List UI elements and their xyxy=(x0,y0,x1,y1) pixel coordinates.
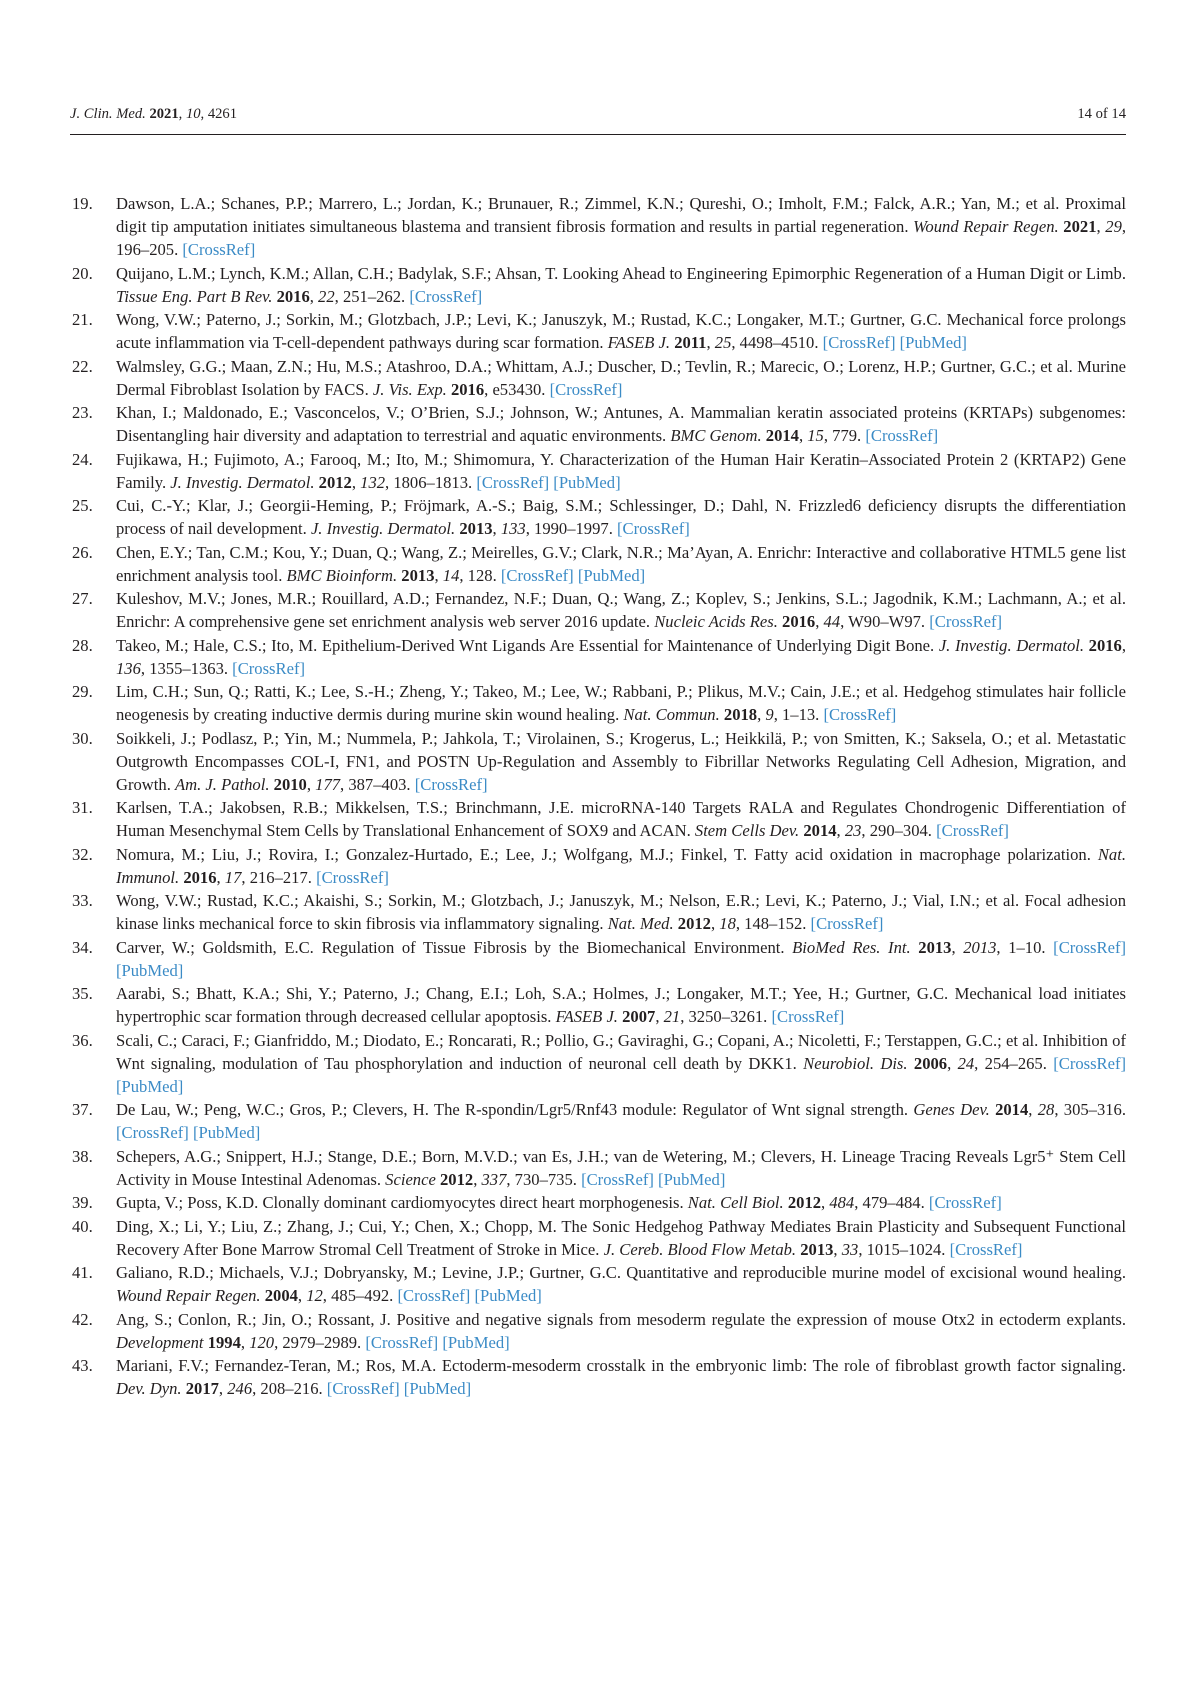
reference-volume: 44 xyxy=(823,612,841,631)
reference-journal: Am. J. Pathol. xyxy=(175,774,270,794)
crossref-link[interactable]: [CrossRef] xyxy=(928,1193,1002,1212)
crossref-link[interactable]: [CrossRef] xyxy=(865,426,939,445)
reference-year: 2013 xyxy=(918,937,952,957)
crossref-link[interactable]: [CrossRef] xyxy=(581,1169,654,1189)
reference-number: 32. xyxy=(72,844,93,864)
reference-pages: 2979–2989. xyxy=(282,1332,362,1352)
pubmed-label: PubMed xyxy=(198,1123,255,1142)
reference-authors-title: Takeo, M.; Hale, C.S.; Ito, M. Epithelium-Derived Wnt Ligands Are Essential for Maintenance of Underlying Digit Bone. xyxy=(116,635,935,655)
crossref-link[interactable]: [CrossRef] xyxy=(409,286,483,306)
reference-volume: 23 xyxy=(844,821,862,840)
crossref-label: CrossRef xyxy=(481,472,544,492)
reference-year: 2021 xyxy=(1063,217,1097,236)
crossref-label: CrossRef xyxy=(870,426,933,445)
crossref-label: CrossRef xyxy=(414,286,477,306)
reference-item: 21. Wong, V.W.; Paterno, J.; Sorkin, M.; Glotzbach, J.P.; Levi, K.; Januszyk, M.; Rustad, K.C.; Longaker, M.T.; Gurtner, G.C. Mechanical force prolongs acute inflammation via T-cell-dependent pathways during scar formation. FASEB J. 2011, 25, 4498–4510. [CrossRef] [PubMed] xyxy=(72,310,1126,352)
reference-pages: 1–13. xyxy=(781,705,820,724)
reference-number: 36. xyxy=(72,1030,93,1050)
reference-journal: Neurobiol. Dis. xyxy=(803,1053,908,1073)
reference-year: 2016 xyxy=(1088,635,1122,655)
pubmed-link[interactable]: [PubMed] xyxy=(577,565,646,585)
reference-journal: Development xyxy=(116,1332,204,1352)
reference-authors-title: Schepers, A.G.; Snippert, H.J.; Stange, D.E.; Born, M.V.D.; van Es, J.H.; van de Wetering, M.; Clevers, H. Lineage Tracing Reveals Lgr5⁺ Stem Cell Activity in Mouse Intestinal Adenomas. xyxy=(116,1146,1126,1189)
reference-authors-title: Wong, V.W.; Paterno, J.; Sorkin, M.; Glotzbach, J.P.; Levi, K.; Januszyk, M.; Rustad, K.C.; Longaker, M.T.; Gurtner, G.C. Mechanical force prolongs acute inflammation via T-cell-dependent pathways during scar formation. xyxy=(116,310,1126,352)
reference-number: 28. xyxy=(72,635,93,655)
reference-volume: 9 xyxy=(765,705,774,724)
reference-authors-title: De Lau, W.; Peng, W.C.; Gros, P.; Clevers, H. The R-spondin/Lgr5/Rnf43 module: Regulator of Wnt signal strength. xyxy=(116,1100,909,1119)
reference-year: 2011 xyxy=(674,333,707,352)
reference-journal: Nucleic Acids Res. xyxy=(654,612,778,631)
crossref-label: CrossRef xyxy=(934,1193,997,1212)
reference-year: 2012 xyxy=(318,472,352,492)
reference-item: 34. Carver, W.; Goldsmith, E.C. Regulation of Tissue Fibrosis by the Biomechanical Environment. BioMed Res. Int. 2013, 2013, 1–10. [CrossRef] [PubMed] xyxy=(72,937,1126,980)
reference-number: 42. xyxy=(72,1309,93,1329)
reference-volume: 22 xyxy=(318,286,335,306)
reference-pages: 485–492. xyxy=(331,1286,394,1305)
reference-pages: 1–10. xyxy=(1008,937,1046,957)
pubmed-label: PubMed xyxy=(558,472,616,492)
reference-volume: 17 xyxy=(224,867,242,887)
reference-number: 29. xyxy=(72,682,93,701)
reference-year: 2016 xyxy=(183,867,217,887)
reference-year: 2004 xyxy=(264,1286,298,1305)
reference-year: 2013 xyxy=(401,565,435,585)
pubmed-label: PubMed xyxy=(121,1076,178,1096)
crossref-label: CrossRef xyxy=(829,705,891,724)
reference-volume: 21 xyxy=(663,1007,681,1026)
crossref-label: CrossRef xyxy=(237,658,300,678)
reference-pages: 1355–1363. xyxy=(149,658,229,678)
reference-number: 39. xyxy=(72,1193,93,1212)
reference-number: 25. xyxy=(72,496,93,515)
reference-volume: 246 xyxy=(227,1379,253,1398)
reference-year: 2018 xyxy=(723,705,758,724)
reference-volume: 15 xyxy=(807,426,824,445)
reference-item: 25. Cui, C.-Y.; Klar, J.; Georgii-Heming, P.; Fröjmark, A.-S.; Baig, S.M.; Schlessinger, D.; Dahl, N. Frizzled6 deficiency disrupts the differentiation process of nail development. J. Investig. Dermatol. 2013, 133, 1990–1997. [CrossRef] xyxy=(72,496,1126,538)
reference-number: 30. xyxy=(72,728,93,748)
crossref-link[interactable]: [CrossRef] xyxy=(949,1239,1023,1259)
reference-pages: 128. xyxy=(467,565,497,585)
reference-item: 40. Ding, X.; Li, Y.; Liu, Z.; Zhang, J.; Cui, Y.; Chen, X.; Chopp, M. The Sonic Hedgehog Pathway Mediates Brain Plasticity and Subsequent Functional Recovery After Bone Marrow Stromal Cell Treatment of Stroke in Mice. J. Cereb. Blood Flow Metab. 2013, 33, 1015–1024. [CrossRef] xyxy=(72,1216,1126,1259)
reference-authors-title: Chen, E.Y.; Tan, C.M.; Kou, Y.; Duan, Q.; Wang, Z.; Meirelles, G.V.; Clark, N.R.; Ma’Ayan, A. Enrichr: Interactive and collaborative HTML5 gene list enrichment analysis tool. xyxy=(116,542,1126,585)
journal-year: 2021 xyxy=(149,106,179,122)
crossref-link[interactable]: [CrossRef] xyxy=(771,1007,845,1026)
reference-authors-title: Galiano, R.D.; Michaels, V.J.; Dobryansky, M.; Levine, J.P.; Gurtner, G.C. Quantitative and reproducible murine model of excisional wound healing. xyxy=(116,1263,1126,1282)
reference-year: 2007 xyxy=(622,1007,656,1026)
reference-pages: 254–265. xyxy=(984,1053,1047,1073)
pubmed-link[interactable]: [PubMed] xyxy=(442,1332,510,1352)
crossref-link[interactable]: [CrossRef] xyxy=(232,658,305,678)
journal-sep-2: , xyxy=(178,106,186,122)
reference-year: 2014 xyxy=(803,821,837,840)
crossref-link[interactable]: [CrossRef] xyxy=(936,821,1009,840)
reference-number: 22. xyxy=(72,356,93,376)
pubmed-label: PubMed xyxy=(480,1286,537,1305)
reference-volume: 29 xyxy=(1105,217,1122,236)
reference-volume: 484 xyxy=(829,1193,855,1212)
crossref-link[interactable]: [CrossRef] xyxy=(929,612,1003,631)
reference-volume: 18 xyxy=(719,914,736,933)
reference-pages: 730–735. xyxy=(514,1169,577,1189)
reference-item: 41. Galiano, R.D.; Michaels, V.J.; Dobryansky, M.; Levine, J.P.; Gurtner, G.C. Quantitative and reproducible murine model of excisional wound healing. Wound Repair Regen. 2004, 12, 485–492. [CrossRef] [PubMed] xyxy=(72,1263,1126,1305)
reference-journal: BMC Bioinform. xyxy=(286,565,398,585)
reference-item: 32. Nomura, M.; Liu, J.; Rovira, I.; Gonzalez-Hurtado, E.; Lee, J.; Wolfgang, M.J.; Finkel, T. Fatty acid oxidation in macrophage polarization. Nat. Immunol. 2016, 17, 216–217. [CrossRef] xyxy=(72,844,1126,887)
reference-pages: 1015–1024. xyxy=(866,1239,946,1259)
reference-authors-title: Carver, W.; Goldsmith, E.C. Regulation of Tissue Fibrosis by the Biomechanical Environment. xyxy=(116,937,785,957)
reference-item: 30. Soikkeli, J.; Podlasz, P.; Yin, M.; Nummela, P.; Jahkola, T.; Virolainen, S.; Krogerus, L.; Heikkilä, P.; von Smitten, K.; Saksela, O.; et al. Metastatic Outgrowth Encompasses COL-I, FN1, and POSTN Up-Regulation and Assembly to Fibrillar Networks Regulating Cell Adhesion, Migration, and Growth. Am. J. Pathol. 2010, 177, 387–403. [CrossRef] xyxy=(72,728,1126,794)
reference-pages: W90–W97. xyxy=(848,612,926,631)
crossref-link[interactable]: [CrossRef] xyxy=(476,472,550,492)
reference-number: 38. xyxy=(72,1146,93,1166)
reference-item: 42. Ang, S.; Conlon, R.; Jin, O.; Rossant, J. Positive and negative signals from mesoderm regulate the expression of mouse Otx2 in ectoderm explants. Development 1994, 120, 2979–2989. [CrossRef] [PubMed] xyxy=(72,1309,1126,1352)
reference-authors-title: Khan, I.; Maldonado, E.; Vasconcelos, V.; O’Brien, S.J.; Johnson, W.; Antunes, A. Mammalian keratin associated proteins (KRTAPs) subgenomes: Disentangling hair diversity and adaptation to terrestrial and aquatic environments. xyxy=(116,403,1126,445)
crossref-link[interactable]: [CrossRef] xyxy=(414,774,488,794)
crossref-link[interactable]: [CrossRef] xyxy=(500,565,574,585)
crossref-label: CrossRef xyxy=(506,565,569,585)
pubmed-label: PubMed xyxy=(905,333,962,352)
reference-journal: Science xyxy=(385,1169,436,1189)
reference-number: 41. xyxy=(72,1263,93,1282)
reference-journal: FASEB J. xyxy=(555,1007,618,1026)
reference-authors-title: Fujikawa, H.; Fujimoto, A.; Farooq, M.; Ito, M.; Shimomura, Y. Characterization of the Human Hair Keratin–Associated Protein 2 (KRTAP2) Gene Family. xyxy=(116,449,1126,492)
reference-item: 33. Wong, V.W.; Rustad, K.C.; Akaishi, S.; Sorkin, M.; Glotzbach, J.; Januszyk, M.; Nelson, E.R.; Levi, K.; Paterno, J.; Vial, I.N.; et al. Focal adhesion kinase links mechanical force to skin fibrosis via inflammatory signaling. Nat. Med. 2012, 18, 148–152. [CrossRef] xyxy=(72,891,1126,933)
reference-authors-title: Ding, X.; Li, Y.; Liu, Z.; Zhang, J.; Cui, Y.; Chen, X.; Chopp, M. The Sonic Hedgehog Pathway Mediates Brain Plasticity and Subsequent Functional Recovery After Bone Marrow Stromal Cell Treatment of Stroke in Mice. xyxy=(116,1216,1126,1259)
crossref-link[interactable]: [CrossRef] xyxy=(822,333,896,352)
reference-volume: 2013 xyxy=(963,937,997,957)
pubmed-link[interactable]: [PubMed] xyxy=(116,960,184,980)
reference-pages: 305–316. xyxy=(1063,1100,1126,1119)
reference-volume: 177 xyxy=(315,774,341,794)
journal-name: J. Clin. Med. xyxy=(70,106,146,122)
reference-volume: 25 xyxy=(714,333,732,352)
reference-volume: 133 xyxy=(500,519,526,538)
reference-pages: 148–152. xyxy=(744,914,807,933)
reference-year: 2016 xyxy=(450,379,485,399)
reference-volume: 24 xyxy=(957,1053,975,1073)
pubmed-link[interactable]: [PubMed] xyxy=(116,1076,184,1096)
crossref-label: CrossRef xyxy=(420,774,483,794)
pubmed-link[interactable]: [PubMed] xyxy=(192,1123,261,1142)
reference-journal: J. Investig. Dermatol. xyxy=(170,472,315,492)
crossref-link[interactable]: [CrossRef] xyxy=(316,867,389,887)
reference-year: 2014 xyxy=(765,426,799,445)
reference-pages: e53430. xyxy=(492,379,546,399)
reference-item: 29. Lim, C.H.; Sun, Q.; Ratti, K.; Lee, S.-H.; Zheng, Y.; Takeo, M.; Lee, W.; Rabbani, P.; Plikus, M.V.; Cain, J.E.; et al. Hedgehog stimulates hair follicle neogenesis by creating inductive dermis during murine skin wound healing. Nat. Commun. 2018, 9, 1–13. [CrossRef] xyxy=(72,682,1126,724)
reference-item: 31. Karlsen, T.A.; Jakobsen, R.B.; Mikkelsen, T.S.; Brinchmann, J.E. microRNA-140 Targets RALA and Regulates Chondrogenic Differentiation of Human Mesenchymal Stem Cells by Translational Enhancement of SOX9 and ACAN. Stem Cells Dev. 2014, 23, 290–304. [CrossRef] xyxy=(72,798,1126,840)
reference-journal: Genes Dev. xyxy=(913,1100,990,1119)
reference-pages: 1806–1813. xyxy=(393,472,473,492)
reference-item: 19. Dawson, L.A.; Schanes, P.P.; Marrero, L.; Jordan, K.; Brunauer, R.; Zimmel, K.N.; Qureshi, O.; Imholt, F.M.; Falck, A.R.; Yan, M.; et al. Proximal digit tip amputation initiates simultaneous blastema and transient fibrosis formation and results in partial regeneration. Wound Repair Regen. 2021, 29, 196–205. [CrossRef] xyxy=(72,194,1127,259)
reference-volume: 337 xyxy=(481,1169,507,1189)
pubmed-link[interactable]: [PubMed] xyxy=(474,1286,542,1305)
crossref-link[interactable]: [CrossRef] xyxy=(365,1332,439,1352)
reference-authors-title: Lim, C.H.; Sun, Q.; Ratti, K.; Lee, S.-H.; Zheng, Y.; Takeo, M.; Lee, W.; Rabbani, P.; Plikus, M.V.; Cain, J.E.; et al. Hedgehog stimulates hair follicle neogenesis by creating inductive dermis during murine skin wound healing. xyxy=(116,682,1126,724)
page-number: 14 of 14 xyxy=(1077,106,1126,122)
reference-journal: BioMed Res. Int. xyxy=(792,937,911,957)
reference-year: 2017 xyxy=(185,1379,219,1398)
crossref-label: CrossRef xyxy=(332,1379,395,1398)
reference-item: 39. Gupta, V.; Poss, K.D. Clonally dominant cardiomyocytes direct heart morphogenesis. Nat. Cell Biol. 2012, 484, 479–484. [CrossRef] xyxy=(72,1193,1002,1212)
reference-number: 43. xyxy=(72,1356,93,1375)
reference-volume: 120 xyxy=(249,1332,275,1352)
crossref-link[interactable]: [CrossRef] xyxy=(549,379,623,399)
reference-item: 38. Schepers, A.G.; Snippert, H.J.; Stange, D.E.; Born, M.V.D.; van Es, J.H.; van de Wetering, M.; Clevers, H. Lineage Tracing Reveals Lgr5⁺ Stem Cell Activity in Mouse Intestinal Adenomas. Science 2012, 337, 730–735. [CrossRef] [PubMed] xyxy=(72,1146,1126,1189)
reference-volume: 14 xyxy=(442,565,460,585)
reference-authors-title: Scali, C.; Caraci, F.; Gianfriddo, M.; Diodato, E.; Roncarati, R.; Pollio, G.; Gaviraghi, G.; Copani, A.; Nicoletti, F.; Terstappen, G.C.; et al. Inhibition of Wnt signaling, modulation of Tau phosphorylation and induction of neuronal cell death by DKK1. xyxy=(116,1030,1126,1073)
pubmed-label: PubMed xyxy=(447,1332,505,1352)
reference-year: 2013 xyxy=(800,1239,834,1259)
crossref-label: CrossRef xyxy=(555,379,617,399)
crossref-label: CrossRef xyxy=(370,1332,433,1352)
reference-authors-title: Quijano, L.M.; Lynch, K.M.; Allan, C.H.; Badylak, S.F.; Ahsan, T. Looking Ahead to Engineering Epimorphic Regeneration of a Human Digit or Limb. xyxy=(116,263,1126,283)
reference-pages: 1990–1997. xyxy=(534,519,613,538)
crossref-link[interactable]: [CrossRef] xyxy=(182,240,256,259)
reference-number: 23. xyxy=(72,403,93,422)
reference-volume: 136 xyxy=(116,658,141,678)
pubmed-label: PubMed xyxy=(583,565,640,585)
pubmed-label: PubMed xyxy=(663,1169,720,1189)
reference-number: 19. xyxy=(72,194,93,213)
reference-number: 35. xyxy=(72,984,93,1003)
reference-year: 2012 xyxy=(787,1193,822,1212)
reference-year: 2006 xyxy=(913,1053,948,1073)
reference-item: 28. Takeo, M.; Hale, C.S.; Ito, M. Epithelium-Derived Wnt Ligands Are Essential for Maintenance of Underlying Digit Bone. J. Investig. Dermatol. 2016, 136, 1355–1363. [CrossRef] xyxy=(72,635,1126,678)
reference-journal: Nat. Commun. xyxy=(623,705,720,724)
journal-volume: 10 xyxy=(185,106,201,122)
reference-pages: 251–262. xyxy=(342,286,406,306)
crossref-label: CrossRef xyxy=(816,914,878,933)
pubmed-link[interactable]: [PubMed] xyxy=(403,1379,472,1398)
reference-number: 20. xyxy=(72,263,93,283)
reference-authors-title: Aarabi, S.; Bhatt, K.A.; Shi, Y.; Paterno, J.; Chang, E.I.; Loh, S.A.; Holmes, J.; Longaker, M.T.; Yee, H.; Gurtner, G.C. Mechanical load initiates hypertrophic scar formation through decreased cellular apoptosis. xyxy=(116,984,1126,1026)
crossref-link[interactable]: [CrossRef] xyxy=(116,1123,189,1142)
reference-year: 2010 xyxy=(273,774,307,794)
crossref-label: CrossRef xyxy=(934,612,997,631)
crossref-label: CrossRef xyxy=(121,1123,184,1142)
pubmed-link[interactable]: [PubMed] xyxy=(553,472,621,492)
reference-journal: FASEB J. xyxy=(607,333,671,352)
reference-pages: 208–216. xyxy=(260,1379,323,1398)
reference-year: 2012 xyxy=(677,914,711,933)
reference-journal: Tissue Eng. Part B Rev. xyxy=(116,286,273,306)
crossref-link[interactable]: [CrossRef] xyxy=(1053,937,1126,957)
crossref-link[interactable]: [CrossRef] xyxy=(823,705,897,724)
crossref-label: CrossRef xyxy=(586,1169,649,1189)
reference-volume: 28 xyxy=(1037,1100,1055,1119)
crossref-label: CrossRef xyxy=(321,867,384,887)
reference-number: 21. xyxy=(72,310,93,329)
reference-authors-title: Dawson, L.A.; Schanes, P.P.; Marrero, L.; Jordan, K.; Brunauer, R.; Zimmel, K.N.; Qureshi, O.; Imholt, F.M.; Falck, A.R.; Yan, M.; et al. Proximal digit tip amputation initiates simultaneous blastema and transient fibrosis formation and results in partial regeneration. xyxy=(116,194,1126,236)
reference-authors-title: Karlsen, T.A.; Jakobsen, R.B.; Mikkelsen, T.S.; Brinchmann, J.E. microRNA-140 Targets RALA and Regulates Chondrogenic Differentiation of Human Mesenchymal Stem Cells by Translational Enhancement of SOX9 and ACAN. xyxy=(116,798,1126,840)
reference-number: 40. xyxy=(72,1216,93,1236)
reference-journal: Wound Repair Regen. xyxy=(116,1286,261,1305)
reference-year: 1994 xyxy=(207,1332,241,1352)
reference-item: 27. Kuleshov, M.V.; Jones, M.R.; Rouillard, A.D.; Fernandez, N.F.; Duan, Q.; Wang, Z.; Koplev, S.; Jenkins, S.L.; Jagodnik, K.M.; Lachmann, A.; et al. Enrichr: A comprehensive gene set enrichment analysis web server 2016 update. Nucleic Acids Res. 2016, 44, W90–W97. [CrossRef] xyxy=(72,589,1126,631)
reference-journal: J. Cereb. Blood Flow Metab. xyxy=(603,1239,797,1259)
reference-year: 2016 xyxy=(782,612,816,631)
pubmed-label: PubMed xyxy=(121,960,178,980)
reference-authors-title: Mariani, F.V.; Fernandez-Teran, M.; Ros, M.A. Ectoderm-mesoderm crosstalk in the embryonic limb: The role of fibroblast growth factor signaling. xyxy=(116,1356,1126,1375)
reference-journal: Stem Cells Dev. xyxy=(694,821,800,840)
crossref-label: CrossRef xyxy=(622,519,685,538)
reference-number: 27. xyxy=(72,589,93,608)
reference-year: 2013 xyxy=(459,519,493,538)
pubmed-label: PubMed xyxy=(409,1379,466,1398)
page-header xyxy=(70,104,1126,128)
reference-volume: 132 xyxy=(360,472,386,492)
reference-number: 33. xyxy=(72,891,93,910)
crossref-label: CrossRef xyxy=(941,821,1004,840)
crossref-label: CrossRef xyxy=(1058,937,1121,957)
crossref-label: CrossRef xyxy=(187,240,250,259)
reference-journal: Nat. Med. xyxy=(607,914,674,933)
pubmed-link[interactable]: [PubMed] xyxy=(658,1169,726,1189)
reference-pages: 196–205. xyxy=(116,240,179,259)
reference-item: 24. Fujikawa, H.; Fujimoto, A.; Farooq, M.; Ito, M.; Shimomura, Y. Characterization of the Human Hair Keratin–Associated Protein 2 (KRTAP2) Gene Family. J. Investig. Dermatol. 2012, 132, 1806–1813. [CrossRef] [PubMed] xyxy=(72,449,1126,492)
crossref-link[interactable]: [CrossRef] xyxy=(397,1286,471,1305)
reference-item: 22. Walmsley, G.G.; Maan, Z.N.; Hu, M.S.; Atashroo, D.A.; Whittam, A.J.; Duscher, D.; Tevlin, R.; Marecic, O.; Lorenz, H.P.; Gurtner, G.C.; et al. Murine Dermal Fibroblast Isolation by FACS. J. Vis. Exp. 2016, e53430. [CrossRef] xyxy=(72,356,1126,399)
reference-journal: Nat. Immunol. xyxy=(116,844,1126,887)
reference-item: 35. Aarabi, S.; Bhatt, K.A.; Shi, Y.; Paterno, J.; Chang, E.I.; Loh, S.A.; Holmes, J.; Longaker, M.T.; Yee, H.; Gurtner, G.C. Mechanical load initiates hypertrophic scar formation through decreased cellular apoptosis. FASEB J. 2007, 21, 3250–3261. [CrossRef] xyxy=(72,984,1126,1026)
reference-pages: 4498–4510. xyxy=(739,333,819,352)
reference-number: 31. xyxy=(72,798,93,817)
reference-authors-title: Gupta, V.; Poss, K.D. Clonally dominant cardiomyocytes direct heart morphogenesis. xyxy=(116,1193,684,1212)
crossref-link[interactable]: [CrossRef] xyxy=(326,1379,400,1398)
crossref-link[interactable]: [CrossRef] xyxy=(810,914,884,933)
reference-number: 37. xyxy=(72,1100,93,1119)
journal-article: , 4261 xyxy=(200,106,238,122)
crossref-link[interactable]: [CrossRef] xyxy=(1053,1053,1127,1073)
reference-pages: 479–484. xyxy=(862,1193,925,1212)
reference-item: 20. Quijano, L.M.; Lynch, K.M.; Allan, C.H.; Badylak, S.F.; Ahsan, T. Looking Ahead to Engineering Epimorphic Regeneration of a Human Digit or Limb. Tissue Eng. Part B Rev. 2016, 22, 251–262. [CrossRef] xyxy=(72,263,1126,306)
reference-authors-title: Nomura, M.; Liu, J.; Rovira, I.; Gonzalez-Hurtado, E.; Lee, J.; Wolfgang, M.J.; Finkel, T. Fatty acid oxidation in macrophage polarization. xyxy=(116,844,1091,864)
reference-authors-title: Soikkeli, J.; Podlasz, P.; Yin, M.; Nummela, P.; Jahkola, T.; Virolainen, S.; Krogerus, L.; Heikkilä, P.; von Smitten, K.; Saksela, O.; et al. Metastatic Outgrowth Encompasses COL-I, FN1, and POSTN Up-Regulation and Assembly to Fibrillar Networks Regulating Cell Adhesion, Migration, and Growth. xyxy=(116,728,1126,794)
header-rule xyxy=(70,134,1126,135)
reference-authors-title: Kuleshov, M.V.; Jones, M.R.; Rouillard, A.D.; Fernandez, N.F.; Duan, Q.; Wang, Z.; Koplev, S.; Jenkins, S.L.; Jagodnik, K.M.; Lachmann, A.; et al. Enrichr: A comprehensive gene set enrichment analysis web server 2016 update. xyxy=(116,589,1126,631)
reference-authors-title: Ang, S.; Conlon, R.; Jin, O.; Rossant, J. Positive and negative signals from mesoderm regulate the expression of mouse Otx2 in ectoderm explants. xyxy=(116,1309,1126,1329)
reference-journal: J. Vis. Exp. xyxy=(372,379,447,399)
reference-item: 37. De Lau, W.; Peng, W.C.; Gros, P.; Clevers, H. The R-spondin/Lgr5/Rnf43 module: Regulator of Wnt signal strength. Genes Dev. 2014, 28, 305–316. [CrossRef] [PubMed] xyxy=(72,1100,1126,1142)
reference-pages: 3250–3261. xyxy=(688,1007,768,1026)
reference-journal: Wound Repair Regen. xyxy=(913,217,1059,236)
reference-journal: Nat. Cell Biol. xyxy=(687,1193,784,1212)
crossref-label: CrossRef xyxy=(403,1286,465,1305)
reference-year: 2014 xyxy=(995,1100,1029,1119)
reference-number: 34. xyxy=(72,937,93,957)
crossref-label: CrossRef xyxy=(955,1239,1017,1259)
reference-authors-title: Wong, V.W.; Rustad, K.C.; Akaishi, S.; Sorkin, M.; Glotzbach, J.; Januszyk, M.; Nelson, E.R.; Levi, K.; Paterno, J.; Vial, I.N.; et al. Focal adhesion kinase links mechanical force to skin fibrosis via inflammatory signaling. xyxy=(116,891,1126,933)
reference-list xyxy=(70,192,1126,1401)
reference-number: 24. xyxy=(72,449,93,469)
reference-item: 36. Scali, C.; Caraci, F.; Gianfriddo, M.; Diodato, E.; Roncarati, R.; Pollio, G.; Gaviraghi, G.; Copani, A.; Nicoletti, F.; Terstappen, G.C.; et al. Inhibition of Wnt signaling, modulation of Tau phosphorylation and induction of neuronal cell death by DKK1. Neurobiol. Dis. 2006, 24, 254–265. [CrossRef] [PubMed] xyxy=(72,1030,1127,1096)
reference-volume: 33 xyxy=(841,1239,859,1259)
reference-item: 26. Chen, E.Y.; Tan, C.M.; Kou, Y.; Duan, Q.; Wang, Z.; Meirelles, G.V.; Clark, N.R.; Ma’Ayan, A. Enrichr: Interactive and collaborative HTML5 gene list enrichment analysis tool. BMC Bioinform. 2013, 14, 128. [CrossRef] [PubMed] xyxy=(72,542,1126,585)
crossref-label: CrossRef xyxy=(777,1007,839,1026)
reference-item: 43. Mariani, F.V.; Fernandez-Teran, M.; Ros, M.A. Ectoderm-mesoderm crosstalk in the embryonic limb: The role of fibroblast growth factor signaling. Dev. Dyn. 2017, 246, 208–216. [CrossRef] [PubMed] xyxy=(72,1356,1126,1398)
reference-volume: 12 xyxy=(306,1286,323,1305)
reference-journal: Dev. Dyn. xyxy=(116,1379,182,1398)
reference-authors-title: Cui, C.-Y.; Klar, J.; Georgii-Heming, P.; Fröjmark, A.-S.; Baig, S.M.; Schlessinger, D.; Dahl, N. Frizzled6 deficiency disrupts the differentiation process of nail development. xyxy=(116,496,1126,538)
reference-journal: J. Investig. Dermatol. xyxy=(310,519,456,538)
crossref-link[interactable]: [CrossRef] xyxy=(617,519,690,538)
journal-citation xyxy=(70,104,237,124)
crossref-label: CrossRef xyxy=(1058,1053,1121,1073)
reference-number: 26. xyxy=(72,542,93,562)
reference-journal: J. Investig. Dermatol. xyxy=(938,635,1085,655)
reference-pages: 387–403. xyxy=(348,774,411,794)
reference-journal: BMC Genom. xyxy=(670,426,762,445)
reference-pages: 779. xyxy=(832,426,862,445)
pubmed-link[interactable]: [PubMed] xyxy=(899,333,967,352)
reference-authors-title: Walmsley, G.G.; Maan, Z.N.; Hu, M.S.; Atashroo, D.A.; Whittam, A.J.; Duscher, D.; Tevlin, R.; Marecic, O.; Lorenz, H.P.; Gurtner, G.C.; et al. Murine Dermal Fibroblast Isolation by FACS. xyxy=(116,356,1126,399)
reference-pages: 290–304. xyxy=(869,821,932,840)
reference-year: 2016 xyxy=(276,286,310,306)
crossref-label: CrossRef xyxy=(828,333,890,352)
reference-pages: 216–217. xyxy=(249,867,312,887)
reference-year: 2012 xyxy=(440,1169,474,1189)
reference-item: 23. Khan, I.; Maldonado, E.; Vasconcelos, V.; O’Brien, S.J.; Johnson, W.; Antunes, A. Mammalian keratin associated proteins (KRTAPs) subgenomes: Disentangling hair diversity and adaptation to terrestrial and aquatic environments. BMC Genom. 2014, 15, 779. [CrossRef] xyxy=(72,403,1126,445)
